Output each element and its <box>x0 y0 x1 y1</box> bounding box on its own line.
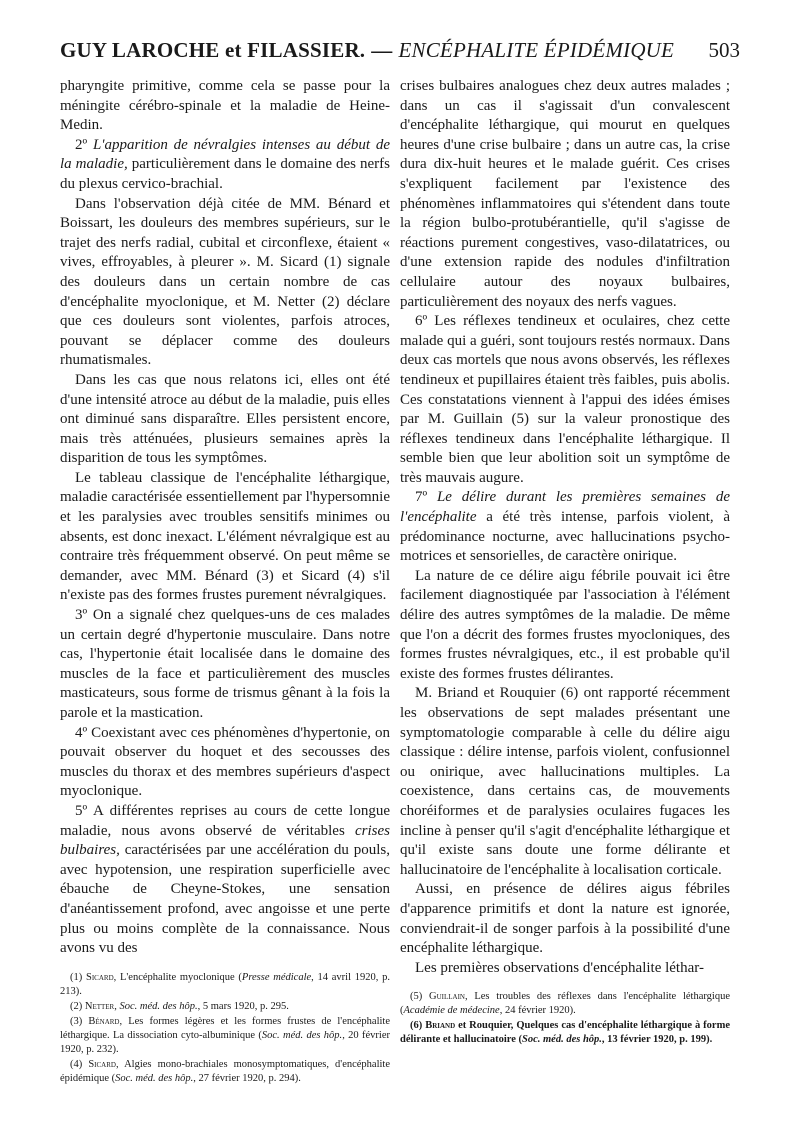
footnote <box>60 1000 390 1014</box>
emphasis: L'apparition de névralgies intenses au début de la maladie, <box>60 136 390 173</box>
footnote-author: Bénard <box>88 1015 120 1027</box>
paragraph: Le tableau classique de l'encéphalite léthargique, maladie caractérisée essentiellement par l'hypersomnie et les paralysies avec troubles sensitifs minimes ou absents, est donc inexact. L'élément névralgique est au contraire très fréquemment observé. On peut même se demander, avec MM. Bénard (3) et Sicard (4) s'il n'existe pas des formes frustes purement névralgiques. <box>60 469 390 604</box>
paragraph: La nature de ce délire aigu fébrile pouvait ici être facilement diagnostiquée par l'association à l'élément délire des autres symptômes de la maladie. De même que l'on a décrit des formes frustes myocloniques, des formes frustes névralgiques, etc., il est probable qu'il existe des formes frustes délirantes. <box>400 567 730 682</box>
header-title: ENCÉPHALITE ÉPIDÉMIQUE <box>398 38 675 62</box>
paragraph: M. Briand et Rouquier (6) ont rapporté récemment les observations de sept malades présentant une symptomatologie comparable à celle du délire aigu classique : délire intense, parfois violent, confusionnel ou onirique, avec hallucinations multiples. La coexistence, dans certains cas, de mouvements choréiformes et de paralysies oculaires fugaces les incline à penser qu'il s'agit d'encéphalite léthargique et qu'il existe sans doute une forme délirante et hallucinatoire de l'encéphalite à localisation corticale. <box>400 685 730 878</box>
footnote-separator <box>60 959 390 971</box>
footnote-text: , 20 février 1920, p. 232). <box>60 1029 390 1055</box>
footnote-separator <box>400 978 730 990</box>
left-column <box>60 77 390 1127</box>
footnote-number: (2) <box>70 1000 85 1012</box>
emphasis: Le délire durant les premières semaines de l'encéphalite <box>400 489 730 526</box>
footnote-text: , 27 février 1920, p. 294). <box>193 1072 301 1084</box>
paragraph-text: a été très intense, parfois violent, à prédominance nocturne, avec hallucinations psycho-motrices et sensorielles, de caractère onirique. <box>400 509 730 565</box>
paragraph: 4º Coexistant avec ces phénomènes d'hypertonie, on pouvait observer du hoquet et des secousses des muscles du thorax et des membres supérieurs d'aspect myoclonique. <box>60 724 390 800</box>
paragraph: 3º On a signalé chez quelques-uns de ces malades un certain degré d'hypertonie musculaire. Dans notre cas, l'hypertonie était localisée dans le domaine des muscles de la face et particulièrement des muscles masticateurs, sous forme de trismus gênant à la fois la parole et la mastication. <box>60 607 390 721</box>
footnote-text: , 14 avril 1920, p. 213). <box>60 971 390 997</box>
paragraph: Dans les cas que nous relatons ici, elles ont été d'une intensité atroce au début de la maladie, puis elles ont diminué sans disparaître. Elles persistent encore, mais très atténuées, plusieurs semaines après la disparition de tous les symptômes. <box>60 371 390 467</box>
paragraph: pharyngite primitive, comme cela se passe pour la méningite cérébro-spinale et la maladie de Heine-Medin. <box>60 78 390 134</box>
running-head <box>60 38 674 63</box>
footnote-number: (3) <box>70 1015 89 1027</box>
paragraph-text: 5º A différentes reprises au cours de cette longue maladie, nous avons observé de véritables <box>60 802 390 839</box>
footnote-text: , 13 février 1920, p. 199). <box>601 1034 713 1046</box>
footnote-number: (5) <box>410 991 429 1003</box>
footnote-author: Sicard <box>86 971 114 983</box>
item-number: 2º <box>75 136 93 153</box>
footnote-number: (1) <box>70 971 86 983</box>
right-column <box>400 77 730 1127</box>
footnote-text: , 24 février 1920). <box>499 1005 576 1017</box>
footnote-text: , Les troubles des réflexes dans l'encéphalite léthargique ( <box>400 991 730 1017</box>
paragraph: crises bulbaires analogues chez deux autres malades ; dans un cas il s'agissait d'un convalescent d'encéphalite léthargique, qui mourut en quelques heures d'une crise bulbaire ; dans un autre cas, la crise dura dix-huit heures et le malade guérit. Ces crises s'expliquent facilement par l'existence des phénomènes inflammatoires qui s'étendent dans toute la région bulbo-protubérantielle, qu'il s'agisse de réactions purement congestives, vaso-dilatatrices, ou d'une extension rapide des nodules d'infiltration cellulaire autour des noyaux bulbaires, particulièrement des noyaux des nerfs vagues. <box>400 78 730 310</box>
footnote <box>60 1058 390 1086</box>
footnote-number: (6) <box>410 1020 426 1032</box>
footnote-author: Briand <box>425 1020 456 1032</box>
footnote-text: et Rouquier, Quelques cas d'encéphalite léthargique à forme délirante et hallucinatoire ( <box>400 1020 730 1046</box>
paragraph: 6º Les réflexes tendineux et oculaires, chez cette malade qui a guéri, sont toujours restés normaux. Dans deux cas mortels que nous avons observés, les réflexes tendineux et pupillaires étaient très faibles, puis abolis. Ces constatations viennent à l'appui des idées émises par M. Guillain (5) sur la valeur pronostique des réflexes tendineux dans l'encéphalite léthargique. Il semble bien que leur abolition soit un symptôme de très mauvais augure. <box>400 313 730 486</box>
footnote-text: , <box>114 1000 120 1012</box>
paragraph-text: particulièrement dans le domaine des nerfs du plexus cervico-brachial. <box>60 156 390 192</box>
footnote-text: , Les formes légères et les formes frustes de l'encéphalite léthargique. La dissociation cyto-albuminique ( <box>60 1015 390 1041</box>
item-number: 7º <box>415 489 437 506</box>
footnote-source: Soc. méd. des hôp. <box>522 1034 602 1046</box>
footnote <box>60 1015 390 1057</box>
footnote-author: Guillain <box>429 991 465 1003</box>
paragraph <box>60 802 390 959</box>
header-authors: GUY LAROCHE et FILASSIER. <box>60 38 366 62</box>
footnote <box>400 1019 730 1047</box>
footnote-source: Presse médicale <box>241 971 312 983</box>
paragraph: Dans l'observation déjà citée de MM. Bénard et Boissart, les douleurs des membres supérieurs, sur le trajet des nerfs radial, cubital et circonflexe, étaient « vives, effroyables, à pleurer ». M. Sicard (1) signale des douleurs dans un certain nombre de cas d'encéphalite myoclonique, et M. Netter (2) déclare que ces douleurs sont violentes, parfois atroces, pouvant se déplacer comme des douleurs rhumatismales. <box>60 195 390 369</box>
footnote-author: Sicard <box>88 1058 116 1070</box>
paragraph <box>60 136 390 195</box>
paragraph-text: caractérisées par une accélération du pouls, avec hypotension, une respiration superficielle avec ébauche de Cheyne-Stokes, une sensation d'anéantissement profond, avec angoisse et une perte plus ou moins complète de la connaissance. Nous avons vu des <box>60 842 390 957</box>
footnote-number: (4) <box>70 1058 89 1070</box>
footnote-text: , Algies mono-brachiales monosymptomatiques, d'encéphalite épidémique ( <box>60 1058 390 1084</box>
footnote-source: Académie de médecine <box>403 1005 500 1017</box>
footnote <box>400 990 730 1018</box>
footnote-source: Soc. méd. des hôp. <box>115 1072 194 1084</box>
footnote-source: Soc. méd. des hôp. <box>261 1029 343 1041</box>
page-number: 503 <box>708 38 740 62</box>
paragraph: Aussi, en présence de délires aigus fébriles d'apparence primitifs et dont la nature est ignorée, conviendrait-il de songer parfois à la possibilité d'une encéphalite léthargique. <box>400 881 730 957</box>
footnote-author: Netter <box>84 1000 115 1012</box>
emphasis: crises bulbaires, <box>60 822 390 859</box>
paragraph: Les premières observations d'encéphalite léthar- <box>415 959 704 976</box>
footnote-text: , L'encéphalite myoclonique ( <box>113 971 242 983</box>
footnote <box>60 971 390 999</box>
footnote-source: Soc. méd. des hôp. <box>119 1000 198 1012</box>
header-separator: — <box>371 38 393 62</box>
paragraph <box>400 488 730 566</box>
running-header <box>60 38 740 78</box>
footnote-text: , 5 mars 1920, p. 295. <box>197 1000 289 1012</box>
